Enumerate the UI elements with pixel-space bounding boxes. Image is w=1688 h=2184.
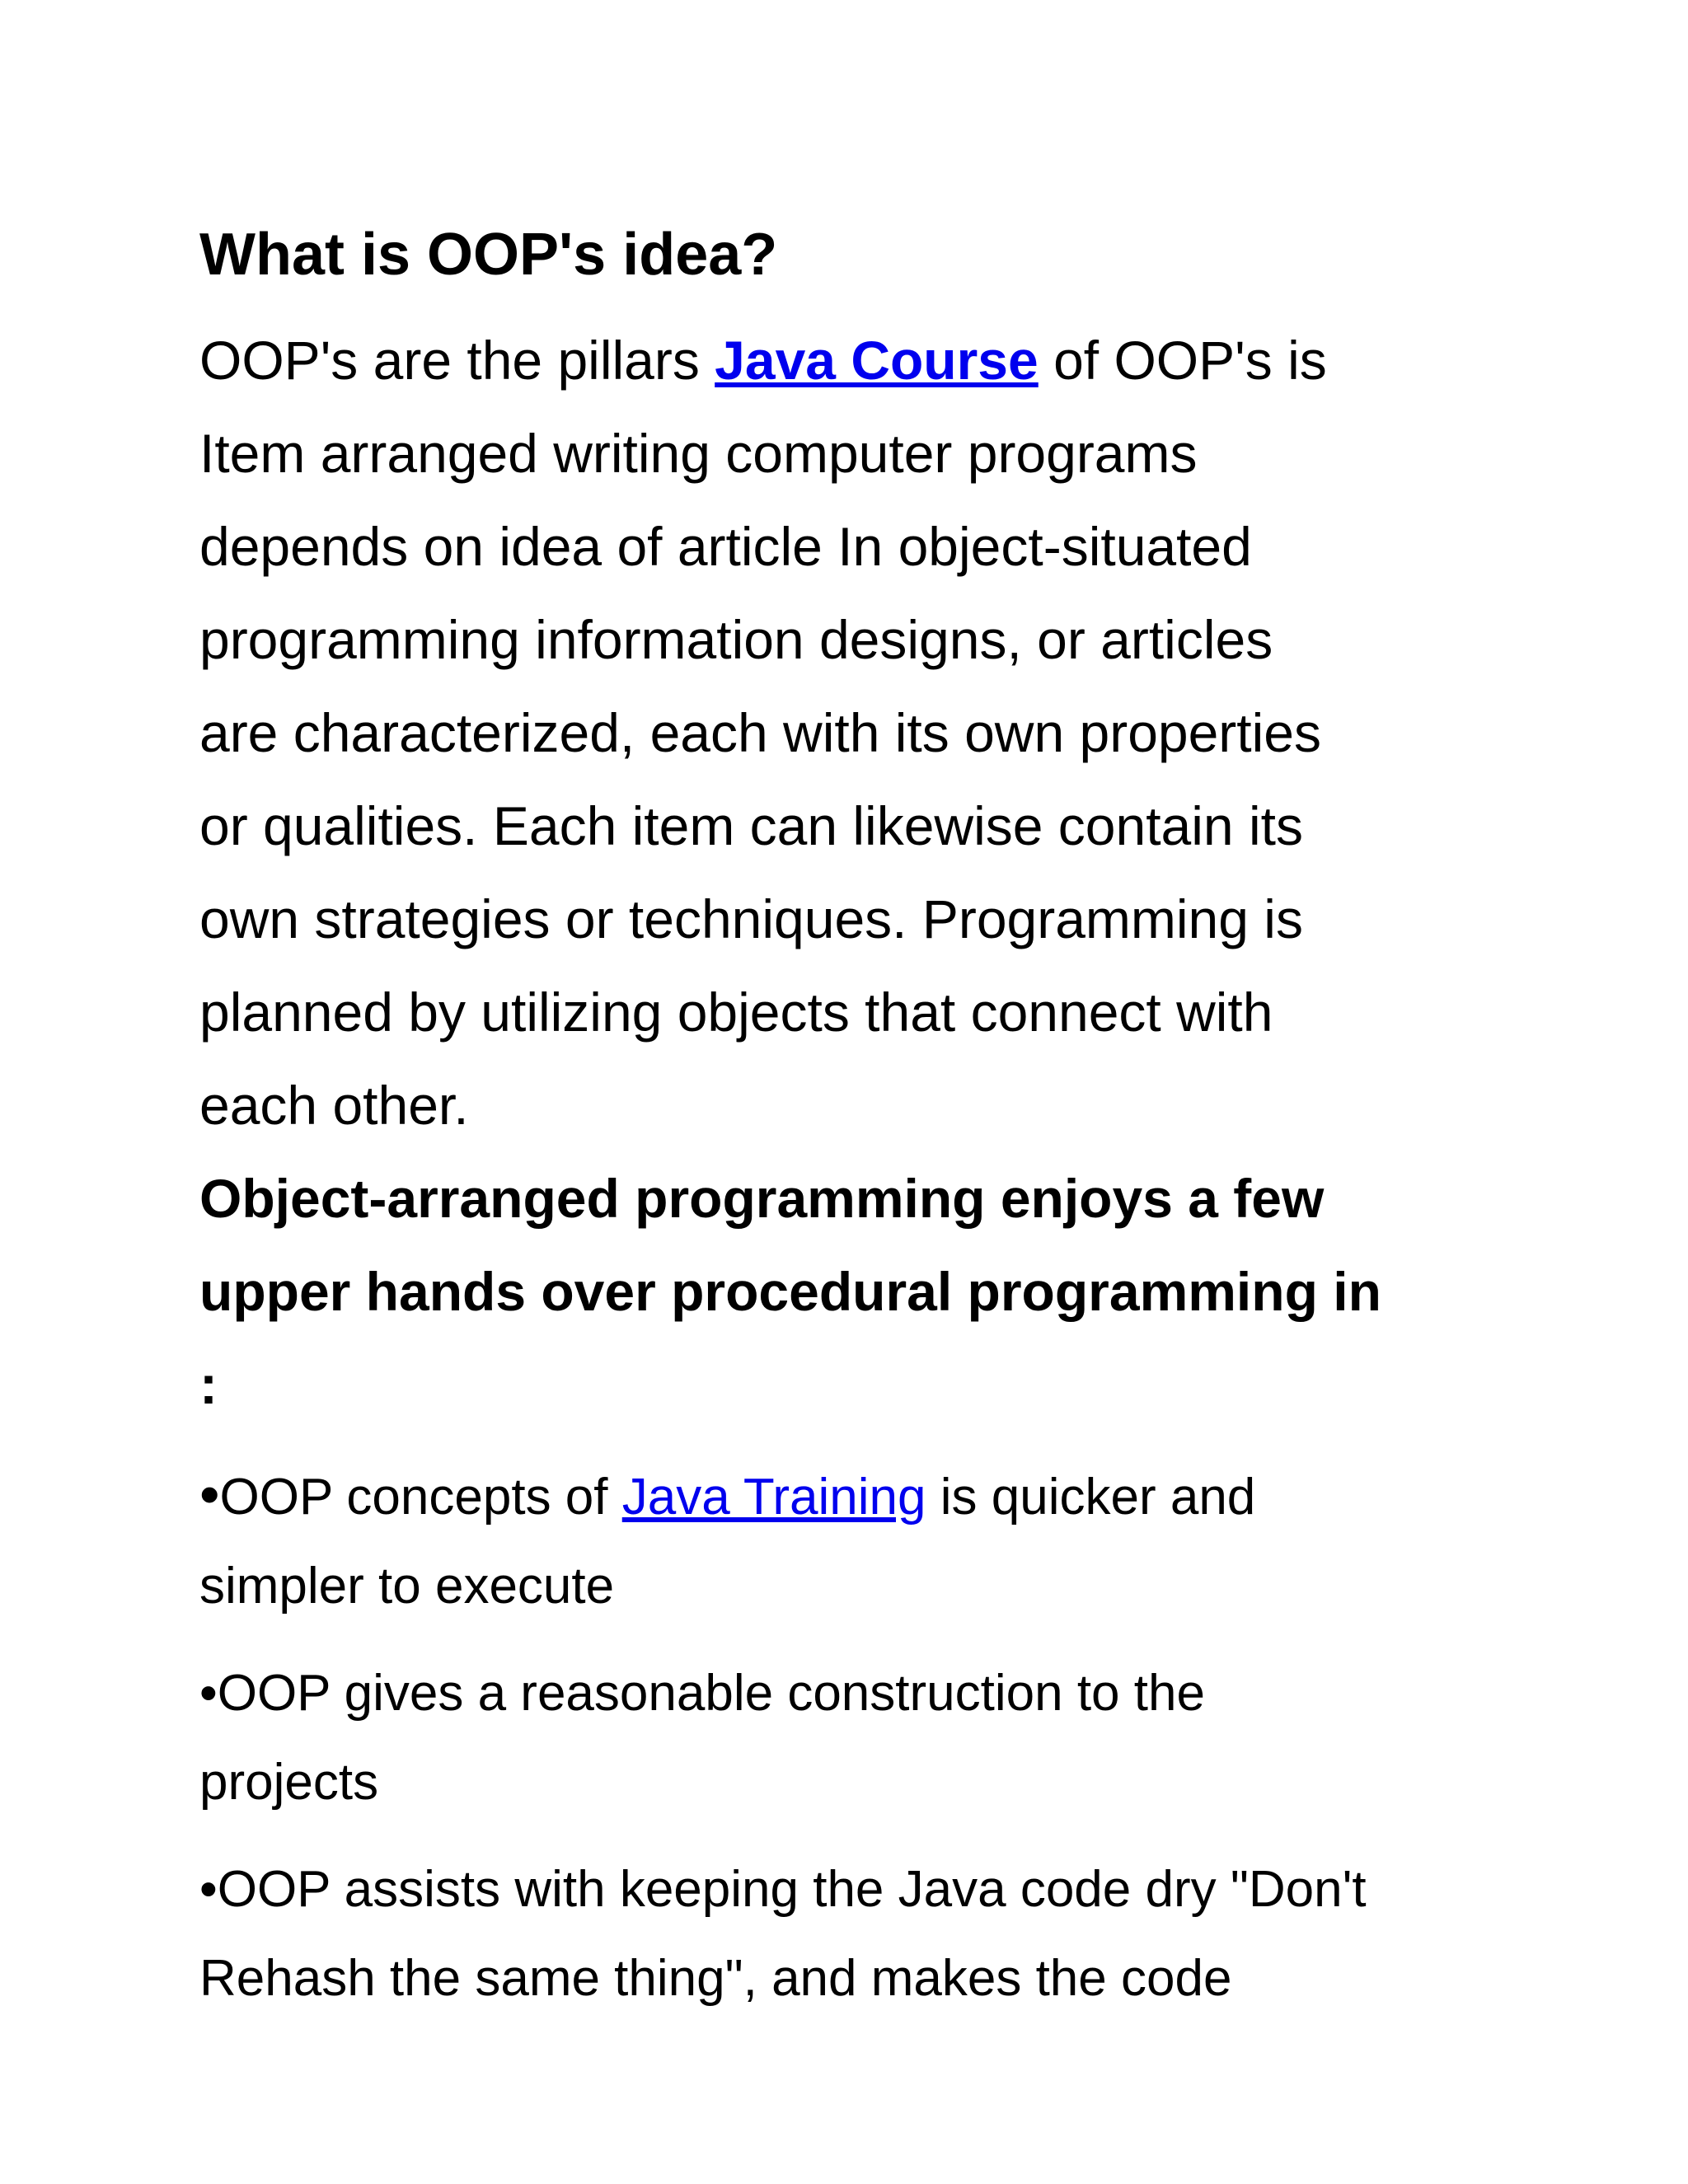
paragraph-line: are characterized, each with its own properties: [199, 702, 1321, 763]
intro-paragraph: [199, 314, 1518, 1152]
subheading-line: Object-arranged programming enjoys a few: [199, 1168, 1325, 1229]
paragraph-line: or qualities. Each item can likewise contain its: [199, 795, 1303, 856]
paragraph-line: planned by utilizing objects that connect with: [199, 982, 1273, 1043]
bullet-line-1: [199, 1450, 1518, 1542]
paragraph-line: each other.: [199, 1075, 469, 1136]
page-title: What is OOP's idea?: [199, 222, 778, 288]
paragraph-text: of OOP's is: [1038, 330, 1327, 391]
paragraph-line: Item arranged writing computer programs: [199, 423, 1198, 484]
subheading-line: :: [199, 1354, 218, 1415]
bullet-text: OOP assists with keeping the Java code dry "Don't: [217, 1861, 1367, 1918]
bullet-icon: •: [199, 1665, 218, 1722]
paragraph-text: OOP's are the pillars: [199, 330, 715, 391]
bullet-icon: •: [199, 1861, 218, 1918]
bullet-line-2: Rehash the same thing", and makes the code: [199, 1950, 1232, 2007]
bullet-line-2: projects: [199, 1754, 379, 1811]
section-subheading: [199, 1152, 1518, 1432]
paragraph-line-1: [199, 314, 1518, 407]
bullet-line-1: [199, 1845, 1518, 1934]
document-content: [199, 210, 1518, 2023]
java-course-link[interactable]: Java Course: [715, 330, 1039, 391]
java-training-link[interactable]: Java Training: [621, 1469, 926, 1526]
subheading-line: upper hands over procedural programming in: [199, 1261, 1381, 1322]
bullet-text: OOP gives a reasonable construction to the: [217, 1665, 1205, 1722]
bullet-text: OOP concepts of: [219, 1469, 622, 1526]
list-item: [199, 1649, 1518, 1827]
list-item: [199, 1450, 1518, 1631]
bullet-line-2: simpler to execute: [199, 1558, 615, 1615]
paragraph-line: depends on idea of article In object-situated: [199, 516, 1252, 577]
bullet-line-1: [199, 1649, 1518, 1738]
paragraph-line: programming information designs, or articles: [199, 609, 1273, 670]
bullet-icon: •: [199, 1462, 220, 1526]
paragraph-line: own strategies or techniques. Programming is: [199, 888, 1303, 949]
bullet-text: is quicker and: [926, 1469, 1256, 1526]
list-item: [199, 1845, 1518, 2023]
